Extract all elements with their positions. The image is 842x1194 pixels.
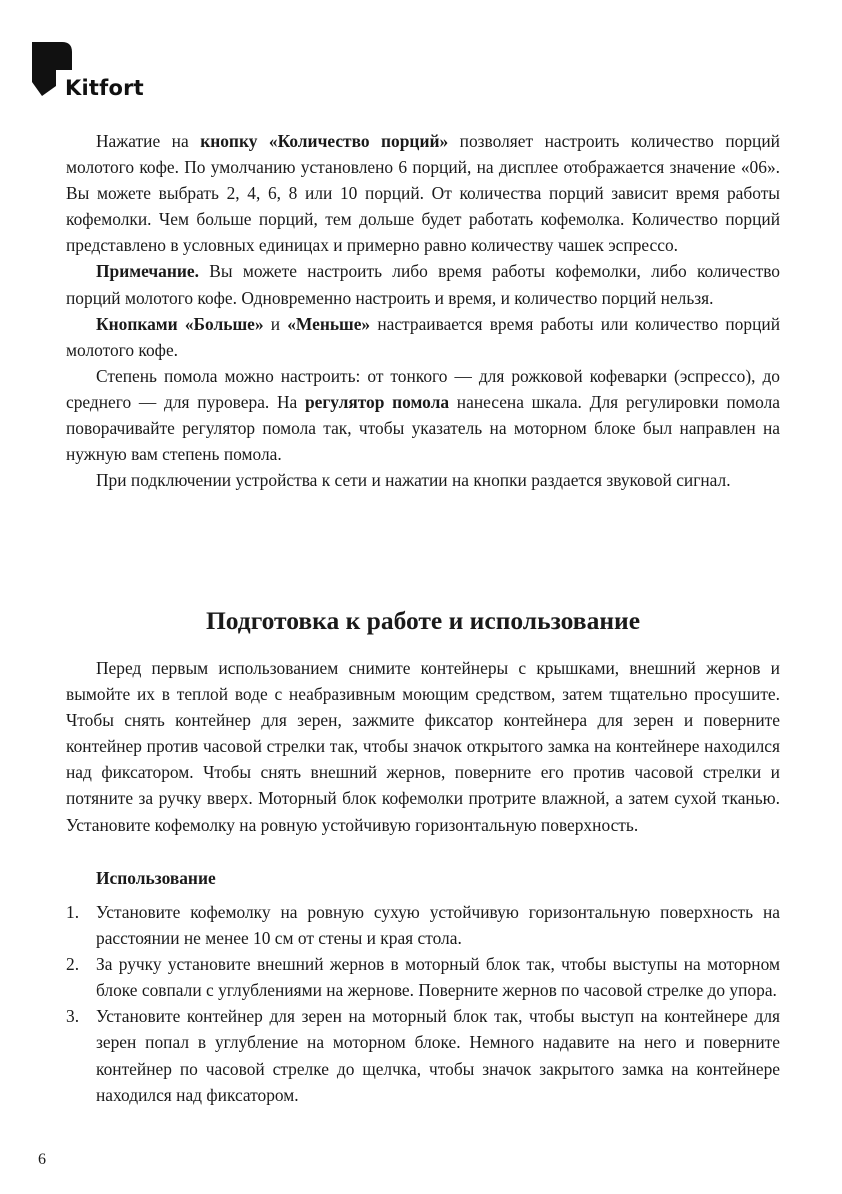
bold-term: Примечание. [96, 261, 199, 282]
step-text: Установите контейнер для зерен на моторный блок так, чтобы выступ на контейнере для зерен попал в углубление на моторном блоке. Немного надавите на него и поверните контейнер по часовой стрелке до щелчка, чтобы значок закрытого замка на контейнере находился над фиксатором. [96, 1006, 780, 1105]
text-span: нанесена шкала. Для регулировки помола поворачивайте регулятор помола так, чтобы указатель на моторном блоке был направлен на нужную вам степень помола. [66, 391, 780, 465]
intro-text [66, 128, 780, 493]
text-span: Вы можете настроить либо время работы кофемолки, либо количество порций молотого кофе. Одновременно настроить и время, и количество порций нельзя. [66, 261, 780, 308]
usage-subheading: Использование [96, 868, 216, 888]
text-span: и [263, 313, 288, 334]
paragraph-sound: При подключении устройства к сети и нажатии на кнопки раздается звуковой сигнал. [96, 470, 731, 491]
step-number: 3. [66, 1006, 80, 1027]
text-span: Степень помола можно настроить: от тонкого — для рожковой кофеварки (эспрессо), до среднего — для пуровера. На [66, 365, 780, 412]
bold-term: регулятор помола [305, 391, 450, 412]
text-span: Нажатие на [96, 131, 201, 151]
step-number: 1. [66, 902, 80, 922]
text-span: настраивается время работы или количество порций молотого кофе. [66, 313, 780, 360]
step-text: Установите кофемолку на ровную сухую устойчивую горизонтальную поверхность на расстоянии не менее 10 см от стены и края стола. [96, 902, 780, 949]
section-text [66, 655, 780, 838]
bold-term: «Меньше» [287, 313, 371, 334]
section-title: Подготовка к работе и использование [205, 606, 641, 635]
page-number: 6 [38, 1151, 46, 1168]
bold-term: кнопку «Количество порций» [200, 131, 449, 151]
brand-logo [32, 42, 182, 102]
paragraph-buttons [66, 311, 780, 363]
paragraph-portions [66, 128, 780, 258]
paragraph-note [66, 258, 780, 310]
list-item [66, 899, 780, 951]
list-item [66, 951, 780, 1003]
paragraph-preparation: Перед первым использованием снимите контейнеры с крышками, внешний жернов и вымойте их в теплой воде с неабразивным моющим средством, затем тщательно просушите. Чтобы снять контейнер для зерен, зажмите фиксатор контейнера для зерен и поверните контейнер против часовой стрелки так, чтобы значок открытого замка на контейнере находился над фиксатором. Чтобы снять внешний жернов, поверните его против часовой стрелки и потяните за ручку вверх. Моторный блок кофемолки протрите влажной, а затем сухой тканью. Установите кофемолку на ровную устойчивую горизонтальную поверхность. [66, 658, 780, 835]
text-span: позволяет настроить количество порций молотого кофе. По умолчанию установлено 6 порций, на дисплее отображается значение «06». Вы можете выбрать 2, 4, 6, 8 или 10 порций. От количества порций зависит время работы кофемолки. Чем больше порций, тем дольше будет работать кофемолка. Количество порций представлено в условных единицах и примерно равно количеству чашек эспрессо. [66, 131, 780, 256]
step-text: За ручку установите внешний жернов в моторный блок так, чтобы выступы на моторном блоке совпали с углублениями на жернове. Поверните жернов по часовой стрелке до упора. [96, 954, 780, 1001]
paragraph-grind [66, 363, 780, 467]
brand-name: Kitfort [65, 76, 144, 100]
usage-steps-list [66, 899, 780, 1108]
list-item [66, 1003, 780, 1107]
step-number: 2. [66, 954, 80, 975]
bold-term: Кнопками «Больше» [96, 313, 264, 334]
